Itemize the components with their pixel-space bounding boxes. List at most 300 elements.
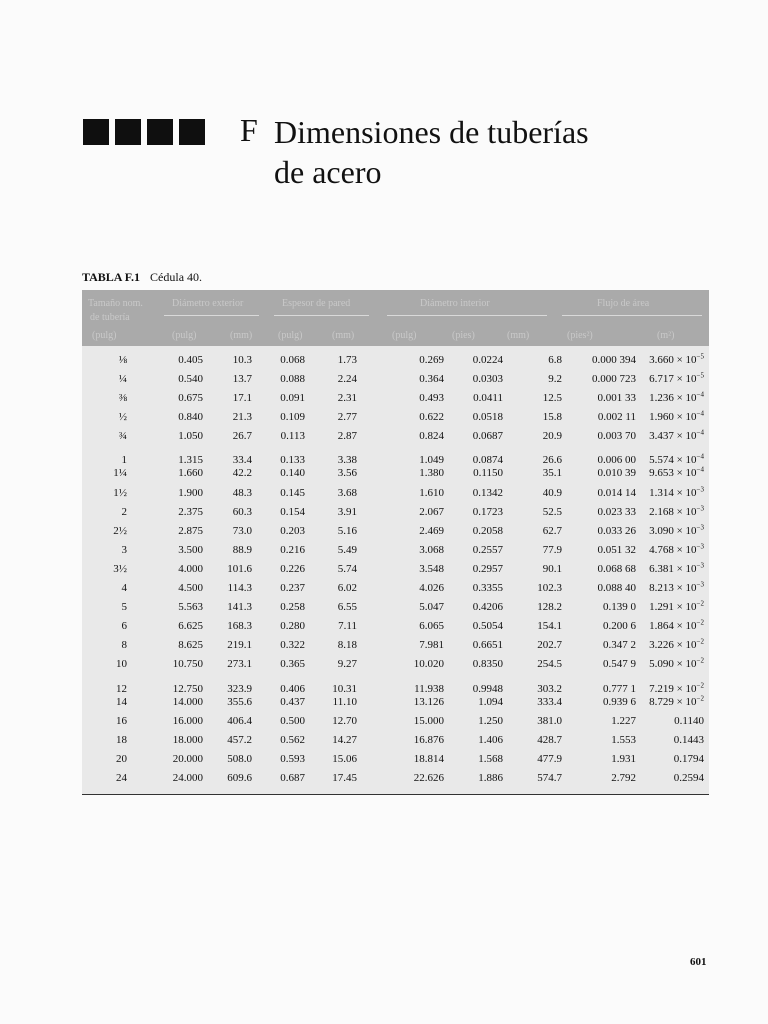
cell-wall-in: 0.562 xyxy=(280,734,305,746)
cell-outer-in: 1.050 xyxy=(178,430,203,442)
cell-outer-mm: 26.7 xyxy=(232,430,252,442)
table-row xyxy=(82,601,709,615)
cell-outer-in: 1.900 xyxy=(178,487,203,499)
cell-outer-mm: 508.0 xyxy=(227,753,252,765)
cell-outer-mm: 48.3 xyxy=(232,487,252,499)
cell-inner-in: 15.000 xyxy=(413,715,444,727)
cell-flow-m2: 0.1140 xyxy=(674,715,704,727)
table-row xyxy=(82,620,709,634)
cell-inner-ft: 0.0874 xyxy=(472,454,503,466)
cell-outer-in: 4.500 xyxy=(178,582,203,594)
cell-flow-m2: $5.090 \times 10^{-2}$ xyxy=(649,656,704,670)
cell-outer-in: 16.000 xyxy=(172,715,203,727)
cell-inner-ft: 0.1150 xyxy=(473,467,503,479)
cell-wall-in: 0.140 xyxy=(280,467,305,479)
chapter-title-line2: de acero xyxy=(274,154,382,190)
marker-block xyxy=(115,119,141,145)
cell-flow-ft2: 0.010 39 xyxy=(597,467,636,479)
cell-outer-in: 1.660 xyxy=(178,467,203,479)
cell-wall-in: 0.145 xyxy=(280,487,305,499)
table-row xyxy=(82,411,709,425)
cell-flow-ft2: 0.139 0 xyxy=(603,601,636,613)
cell-inner-mm: 6.8 xyxy=(548,354,562,366)
cell-inner-in: 5.047 xyxy=(419,601,444,613)
cell-size: 16 xyxy=(116,715,127,727)
cell-inner-ft: 0.6651 xyxy=(472,639,503,651)
cell-wall-mm: 1.73 xyxy=(337,354,357,366)
cell-size: 8 xyxy=(121,639,127,651)
cell-flow-m2: $6.381 \times 10^{-3}$ xyxy=(649,561,704,575)
cell-flow-ft2: 0.001 33 xyxy=(597,392,636,404)
cell-inner-ft: 0.1342 xyxy=(472,487,503,499)
cell-inner-in: 3.068 xyxy=(419,544,444,556)
cell-outer-in: 5.563 xyxy=(178,601,203,613)
cell-inner-in: 16.876 xyxy=(413,734,444,746)
cell-flow-ft2: 0.033 26 xyxy=(597,525,636,537)
cell-inner-mm: 154.1 xyxy=(537,620,562,632)
cell-flow-m2: $2.168 \times 10^{-3}$ xyxy=(649,504,704,518)
cell-wall-in: 0.280 xyxy=(280,620,305,632)
cell-flow-m2: $1.864 \times 10^{-2}$ xyxy=(649,618,704,632)
cell-flow-ft2: 0.051 32 xyxy=(597,544,636,556)
cell-inner-mm: 9.2 xyxy=(548,373,562,385)
cell-size: 2½ xyxy=(113,525,127,537)
cell-inner-ft: 0.2957 xyxy=(472,563,503,575)
cell-inner-ft: 0.2557 xyxy=(472,544,503,556)
cell-inner-mm: 202.7 xyxy=(537,639,562,651)
cell-wall-mm: 3.68 xyxy=(337,487,357,499)
cell-inner-ft: 1.406 xyxy=(478,734,503,746)
cell-flow-ft2: 0.939 6 xyxy=(603,696,636,708)
cell-inner-in: 2.469 xyxy=(419,525,444,537)
table-row xyxy=(82,392,709,406)
cell-wall-mm: 2.77 xyxy=(337,411,357,423)
table-body xyxy=(82,346,709,795)
cell-flow-ft2: 0.002 11 xyxy=(597,411,636,423)
cell-wall-mm: 8.18 xyxy=(337,639,357,651)
cell-inner-ft: 0.1723 xyxy=(472,506,503,518)
cell-inner-mm: 102.3 xyxy=(537,582,562,594)
cell-wall-in: 0.258 xyxy=(280,601,305,613)
table-row xyxy=(82,582,709,596)
exponent: −2 xyxy=(696,637,704,646)
cell-flow-ft2: 0.347 2 xyxy=(603,639,636,651)
header-outer-in: (pulg) xyxy=(172,330,197,341)
cell-inner-mm: 303.2 xyxy=(537,683,562,695)
cell-inner-in: 6.065 xyxy=(419,620,444,632)
cell-outer-in: 6.625 xyxy=(178,620,203,632)
table-row xyxy=(82,639,709,653)
cell-inner-in: 3.548 xyxy=(419,563,444,575)
header-outer-mm: (mm) xyxy=(230,330,253,341)
cell-inner-mm: 254.5 xyxy=(537,658,562,670)
cell-wall-in: 0.500 xyxy=(280,715,305,727)
table-row xyxy=(82,506,709,520)
cell-inner-in: 1.380 xyxy=(419,467,444,479)
cell-inner-mm: 574.7 xyxy=(537,772,562,784)
cell-flow-m2: $5.574 \times 10^{-4}$ xyxy=(649,452,704,466)
cell-outer-mm: 273.1 xyxy=(227,658,252,670)
exponent: −4 xyxy=(696,465,704,474)
header-wall-in: (pulg) xyxy=(278,330,303,341)
cell-flow-m2: $3.226 \times 10^{-2}$ xyxy=(649,637,704,651)
cell-flow-m2: $1.314 \times 10^{-3}$ xyxy=(649,485,704,499)
cell-flow-m2: 0.1794 xyxy=(673,753,704,765)
cell-wall-in: 0.437 xyxy=(280,696,305,708)
cell-outer-in: 1.315 xyxy=(178,454,203,466)
header-inner: Diámetro interior xyxy=(420,298,490,309)
exponent: −4 xyxy=(696,428,704,437)
cell-flow-m2: $6.717 \times 10^{-5}$ xyxy=(649,371,704,385)
table-caption xyxy=(82,270,202,285)
cell-inner-in: 0.622 xyxy=(419,411,444,423)
cell-flow-m2: 0.1443 xyxy=(673,734,704,746)
cell-inner-mm: 333.4 xyxy=(537,696,562,708)
header-inner-in: (pulg) xyxy=(392,330,417,341)
cell-outer-in: 0.405 xyxy=(178,354,203,366)
cell-outer-mm: 42.2 xyxy=(232,467,252,479)
exponent: −4 xyxy=(696,452,704,461)
marker-block xyxy=(147,119,173,145)
table-row xyxy=(82,683,709,697)
cell-wall-in: 0.088 xyxy=(280,373,305,385)
cell-wall-mm: 2.87 xyxy=(337,430,357,442)
cell-flow-m2: $3.660 \times 10^{-5}$ xyxy=(649,352,704,366)
exponent: −2 xyxy=(696,618,704,627)
cell-wall-mm: 5.74 xyxy=(337,563,357,575)
cell-wall-mm: 5.49 xyxy=(337,544,357,556)
cell-outer-in: 0.840 xyxy=(178,411,203,423)
cell-wall-in: 0.109 xyxy=(280,411,305,423)
cell-outer-mm: 10.3 xyxy=(232,354,252,366)
cell-wall-in: 0.237 xyxy=(280,582,305,594)
cell-outer-in: 12.750 xyxy=(172,683,203,695)
cell-inner-mm: 90.1 xyxy=(542,563,562,575)
cell-size: 18 xyxy=(116,734,127,746)
cell-flow-ft2: 0.000 394 xyxy=(592,354,636,366)
cell-size: 1¼ xyxy=(113,467,127,479)
marker-block xyxy=(179,119,205,145)
cell-inner-ft: 0.0303 xyxy=(472,373,503,385)
cell-wall-mm: 11.10 xyxy=(332,696,357,708)
cell-inner-ft: 0.8350 xyxy=(472,658,503,670)
cell-outer-in: 2.875 xyxy=(178,525,203,537)
cell-outer-mm: 219.1 xyxy=(227,639,252,651)
header-inner-ft: (pies) xyxy=(452,330,475,341)
cell-wall-mm: 7.11 xyxy=(338,620,357,632)
cell-flow-ft2: 2.792 xyxy=(611,772,636,784)
cell-wall-in: 0.154 xyxy=(280,506,305,518)
cell-flow-ft2: 0.006 00 xyxy=(597,454,636,466)
cell-inner-ft: 0.5054 xyxy=(472,620,503,632)
cell-inner-in: 13.126 xyxy=(413,696,444,708)
cell-size: ½ xyxy=(118,411,127,423)
cell-flow-m2: $1.236 \times 10^{-4}$ xyxy=(649,390,704,404)
cell-inner-ft: 0.0687 xyxy=(472,430,503,442)
cell-size: 20 xyxy=(116,753,127,765)
cell-flow-m2: $8.213 \times 10^{-3}$ xyxy=(649,580,704,594)
cell-inner-in: 1.610 xyxy=(419,487,444,499)
cell-wall-mm: 3.56 xyxy=(337,467,357,479)
cell-size: 24 xyxy=(116,772,127,784)
cell-outer-in: 0.540 xyxy=(178,373,203,385)
table-row xyxy=(82,354,709,368)
cell-inner-mm: 52.5 xyxy=(542,506,562,518)
cell-outer-mm: 101.6 xyxy=(227,563,252,575)
cell-size: 6 xyxy=(121,620,127,632)
cell-inner-in: 0.493 xyxy=(419,392,444,404)
cell-inner-mm: 12.5 xyxy=(542,392,562,404)
cell-outer-in: 8.625 xyxy=(178,639,203,651)
cell-inner-mm: 77.9 xyxy=(542,544,562,556)
cell-size: ⅛ xyxy=(118,354,127,366)
cell-inner-ft: 1.250 xyxy=(478,715,503,727)
cell-inner-in: 11.938 xyxy=(414,683,444,695)
cell-inner-ft: 1.568 xyxy=(478,753,503,765)
cell-size: 14 xyxy=(116,696,127,708)
exponent: −3 xyxy=(696,523,704,532)
cell-inner-mm: 428.7 xyxy=(537,734,562,746)
table-row xyxy=(82,430,709,444)
cell-wall-in: 0.406 xyxy=(280,683,305,695)
exponent: −5 xyxy=(696,352,704,361)
cell-size: 12 xyxy=(116,683,127,695)
cell-wall-mm: 3.91 xyxy=(337,506,357,518)
cell-inner-in: 10.020 xyxy=(413,658,444,670)
cell-outer-in: 14.000 xyxy=(172,696,203,708)
marker-block xyxy=(83,119,109,145)
exponent: −3 xyxy=(696,542,704,551)
cell-wall-mm: 17.45 xyxy=(332,772,357,784)
cell-outer-in: 0.675 xyxy=(178,392,203,404)
cell-flow-ft2: 0.068 68 xyxy=(597,563,636,575)
exponent: −3 xyxy=(696,561,704,570)
exponent: −3 xyxy=(696,504,704,513)
cell-flow-ft2: 0.014 14 xyxy=(597,487,636,499)
cell-wall-in: 0.203 xyxy=(280,525,305,537)
cell-outer-in: 24.000 xyxy=(172,772,203,784)
exponent: −2 xyxy=(696,694,704,703)
cell-outer-mm: 114.3 xyxy=(227,582,252,594)
cell-wall-mm: 6.55 xyxy=(337,601,357,613)
cell-wall-in: 0.365 xyxy=(280,658,305,670)
cell-inner-mm: 35.1 xyxy=(542,467,562,479)
cell-wall-mm: 14.27 xyxy=(332,734,357,746)
cell-inner-mm: 128.2 xyxy=(537,601,562,613)
cell-outer-mm: 21.3 xyxy=(232,411,252,423)
header-flow: Flujo de área xyxy=(597,298,650,309)
cell-inner-ft: 0.2058 xyxy=(472,525,503,537)
cell-size: 4 xyxy=(121,582,127,594)
cell-outer-in: 20.000 xyxy=(172,753,203,765)
cell-wall-mm: 9.27 xyxy=(337,658,357,670)
table-row xyxy=(82,734,709,748)
cell-inner-ft: 0.3355 xyxy=(472,582,503,594)
cell-flow-ft2: 1.553 xyxy=(611,734,636,746)
cell-outer-in: 18.000 xyxy=(172,734,203,746)
cell-outer-mm: 406.4 xyxy=(227,715,252,727)
cell-outer-mm: 17.1 xyxy=(232,392,252,404)
cell-inner-in: 4.026 xyxy=(419,582,444,594)
exponent: −3 xyxy=(696,485,704,494)
cell-inner-ft: 1.886 xyxy=(478,772,503,784)
cell-outer-mm: 13.7 xyxy=(232,373,252,385)
table-row xyxy=(82,467,709,481)
cell-wall-in: 0.216 xyxy=(280,544,305,556)
cell-flow-m2: $7.219 \times 10^{-2}$ xyxy=(649,681,704,695)
cell-flow-m2: $8.729 \times 10^{-2}$ xyxy=(649,694,704,708)
exponent: −3 xyxy=(696,580,704,589)
cell-inner-ft: 0.0518 xyxy=(472,411,503,423)
cell-outer-mm: 609.6 xyxy=(227,772,252,784)
chapter-letter: F xyxy=(240,112,258,148)
header-nominal-size: Tamaño nom. xyxy=(88,298,143,309)
cell-wall-in: 0.133 xyxy=(280,454,305,466)
cell-wall-mm: 3.38 xyxy=(337,454,357,466)
cell-size: 3½ xyxy=(113,563,127,575)
cell-flow-ft2: 0.547 9 xyxy=(603,658,636,670)
header-wall-mm: (mm) xyxy=(332,330,355,341)
table-row xyxy=(82,563,709,577)
table-row xyxy=(82,658,709,672)
cell-size: 3 xyxy=(121,544,127,556)
cell-wall-mm: 10.31 xyxy=(332,683,357,695)
table-row xyxy=(82,487,709,501)
cell-inner-in: 1.049 xyxy=(419,454,444,466)
cell-wall-mm: 12.70 xyxy=(332,715,357,727)
table-row xyxy=(82,772,709,786)
chapter-title-line1: Dimensiones de tuberías xyxy=(274,114,589,150)
cell-flow-m2: $1.960 \times 10^{-4}$ xyxy=(649,409,704,423)
cell-size: ¼ xyxy=(118,373,127,385)
cell-outer-mm: 355.6 xyxy=(227,696,252,708)
cell-inner-in: 7.981 xyxy=(419,639,444,651)
cell-flow-m2: 0.2594 xyxy=(673,772,704,784)
cell-inner-mm: 62.7 xyxy=(542,525,562,537)
table-label: TABLA F.1 xyxy=(82,270,141,284)
cell-flow-m2: $3.437 \times 10^{-4}$ xyxy=(649,428,704,442)
header-wall: Espesor de pared xyxy=(282,298,351,309)
cell-outer-mm: 141.3 xyxy=(227,601,252,613)
cell-wall-in: 0.068 xyxy=(280,354,305,366)
cell-flow-ft2: 0.200 6 xyxy=(603,620,636,632)
header-nominal-size-2: de tubería xyxy=(90,312,130,323)
cell-size: 5 xyxy=(121,601,127,613)
header-flow-m2: (m²) xyxy=(657,330,675,341)
cell-size: 1 xyxy=(121,454,127,466)
cell-flow-m2: $9.653 \times 10^{-4}$ xyxy=(649,465,704,479)
cell-wall-in: 0.322 xyxy=(280,639,305,651)
cell-wall-in: 0.687 xyxy=(280,772,305,784)
table-row xyxy=(82,696,709,710)
cell-flow-ft2: 0.003 70 xyxy=(597,430,636,442)
cell-wall-in: 0.593 xyxy=(280,753,305,765)
cell-flow-ft2: 0.000 723 xyxy=(592,373,636,385)
cell-flow-ft2: 0.023 33 xyxy=(597,506,636,518)
page-number: 601 xyxy=(690,956,707,968)
cell-inner-in: 0.824 xyxy=(419,430,444,442)
cell-inner-mm: 381.0 xyxy=(537,715,562,727)
table-row xyxy=(82,373,709,387)
cell-inner-in: 22.626 xyxy=(413,772,444,784)
cell-flow-m2: $1.291 \times 10^{-2}$ xyxy=(649,599,704,613)
cell-wall-mm: 6.02 xyxy=(337,582,357,594)
exponent: −2 xyxy=(696,656,704,665)
cell-inner-in: 18.814 xyxy=(413,753,444,765)
table-row xyxy=(82,454,709,468)
table-row xyxy=(82,525,709,539)
cell-inner-ft: 0.9948 xyxy=(472,683,503,695)
cell-flow-ft2: 1.931 xyxy=(611,753,636,765)
cell-outer-mm: 73.0 xyxy=(232,525,252,537)
cell-size: ¾ xyxy=(118,430,127,442)
cell-outer-mm: 33.4 xyxy=(232,454,252,466)
exponent: −2 xyxy=(696,681,704,690)
exponent: −4 xyxy=(696,409,704,418)
cell-outer-in: 2.375 xyxy=(178,506,203,518)
cell-inner-mm: 20.9 xyxy=(542,430,562,442)
pipe-dimensions-table xyxy=(82,290,709,795)
cell-size: 1½ xyxy=(113,487,127,499)
exponent: −4 xyxy=(696,390,704,399)
header-outer-diameter: Diámetro exterior xyxy=(172,298,244,309)
cell-wall-in: 0.091 xyxy=(280,392,305,404)
cell-size: 2 xyxy=(121,506,127,518)
cell-inner-in: 0.269 xyxy=(419,354,444,366)
table-row xyxy=(82,753,709,767)
header-nominal-unit: (pulg) xyxy=(92,330,117,341)
cell-inner-ft: 0.0411 xyxy=(473,392,503,404)
cell-inner-in: 0.364 xyxy=(419,373,444,385)
cell-outer-in: 10.750 xyxy=(172,658,203,670)
cell-flow-m2: $3.090 \times 10^{-3}$ xyxy=(649,523,704,537)
cell-size: ⅜ xyxy=(118,392,127,404)
cell-wall-mm: 2.24 xyxy=(337,373,357,385)
cell-size: 10 xyxy=(116,658,127,670)
cell-flow-ft2: 0.777 1 xyxy=(603,683,636,695)
cell-outer-in: 3.500 xyxy=(178,544,203,556)
exponent: −5 xyxy=(696,371,704,380)
cell-outer-in: 4.000 xyxy=(178,563,203,575)
cell-wall-mm: 5.16 xyxy=(337,525,357,537)
cell-inner-mm: 40.9 xyxy=(542,487,562,499)
cell-inner-mm: 26.6 xyxy=(542,454,562,466)
cell-inner-ft: 1.094 xyxy=(478,696,503,708)
cell-wall-in: 0.226 xyxy=(280,563,305,575)
cell-inner-mm: 15.8 xyxy=(542,411,562,423)
cell-outer-mm: 88.9 xyxy=(232,544,252,556)
cell-flow-ft2: 1.227 xyxy=(611,715,636,727)
cell-outer-mm: 323.9 xyxy=(227,683,252,695)
cell-flow-m2: $4.768 \times 10^{-3}$ xyxy=(649,542,704,556)
table-row xyxy=(82,715,709,729)
table-row xyxy=(82,544,709,558)
header-flow-ft2: (pies²) xyxy=(567,330,593,341)
cell-inner-ft: 0.4206 xyxy=(472,601,503,613)
cell-flow-ft2: 0.088 40 xyxy=(597,582,636,594)
cell-wall-in: 0.113 xyxy=(280,430,305,442)
chapter-marker xyxy=(83,119,205,145)
exponent: −2 xyxy=(696,599,704,608)
cell-wall-mm: 2.31 xyxy=(337,392,357,404)
cell-wall-mm: 15.06 xyxy=(332,753,357,765)
table-header xyxy=(82,290,709,346)
cell-outer-mm: 60.3 xyxy=(232,506,252,518)
cell-inner-ft: 0.0224 xyxy=(472,354,503,366)
cell-outer-mm: 168.3 xyxy=(227,620,252,632)
header-inner-mm: (mm) xyxy=(507,330,530,341)
cell-outer-mm: 457.2 xyxy=(227,734,252,746)
